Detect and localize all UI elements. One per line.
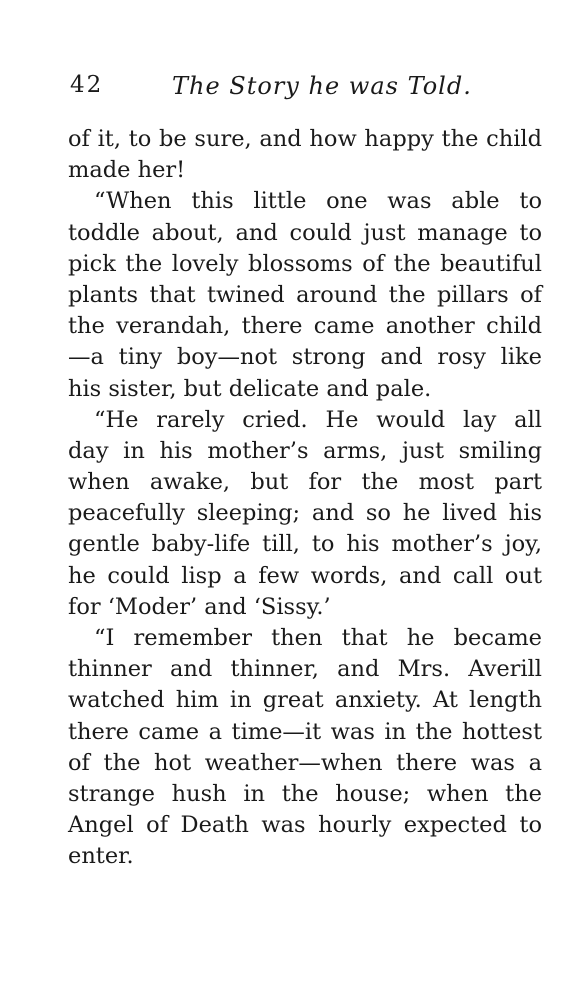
text-line: —a tiny boy—not strong and rosy like [68,344,542,371]
text-line: Angel of Death was hourly expected to [68,812,542,839]
running-title: The Story he was Told. [172,72,472,100]
text-line: pick the lovely blossoms of the beautiful [68,250,542,277]
text-line: enter. [68,843,134,870]
page-number: 42 [70,72,104,98]
text-line: plants that twined around the pillars of [68,281,542,308]
text-line: “When this little one was able to [94,188,542,215]
body-text [68,124,542,873]
text-line: day in his mother’s arms, just smiling [68,437,542,464]
text-line: “He rarely cried. He would lay all [94,406,542,433]
running-head [70,72,540,112]
text-line: the verandah, there came another child [68,313,542,340]
text-line: toddle about, and could just manage to [68,219,542,246]
text-line: for ‘Moder’ and ‘Sissy.’ [68,593,331,620]
text-line: he could lisp a few words, and call out [68,562,542,589]
text-line: when awake, but for the most part [68,469,542,496]
text-line: of it, to be sure, and how happy the child [68,126,542,152]
text-line: made her! [68,157,186,184]
text-line: gentle baby-life till, to his mother’s joy, [68,531,542,558]
text-line: watched him in great anxiety. At length [68,687,542,714]
text-line: strange hush in the house; when the [68,780,542,807]
text-line: there came a time—it was in the hottest [68,718,542,745]
text-line: his sister, but delicate and pale. [68,375,432,402]
text-line: “I remember then that he became [94,625,542,651]
text-line: thinner and thinner, and Mrs. Averill [68,656,542,683]
text-line: peacefully sleeping; and so he lived his [68,500,542,527]
text-line: of the hot weather—when there was a [68,749,542,776]
